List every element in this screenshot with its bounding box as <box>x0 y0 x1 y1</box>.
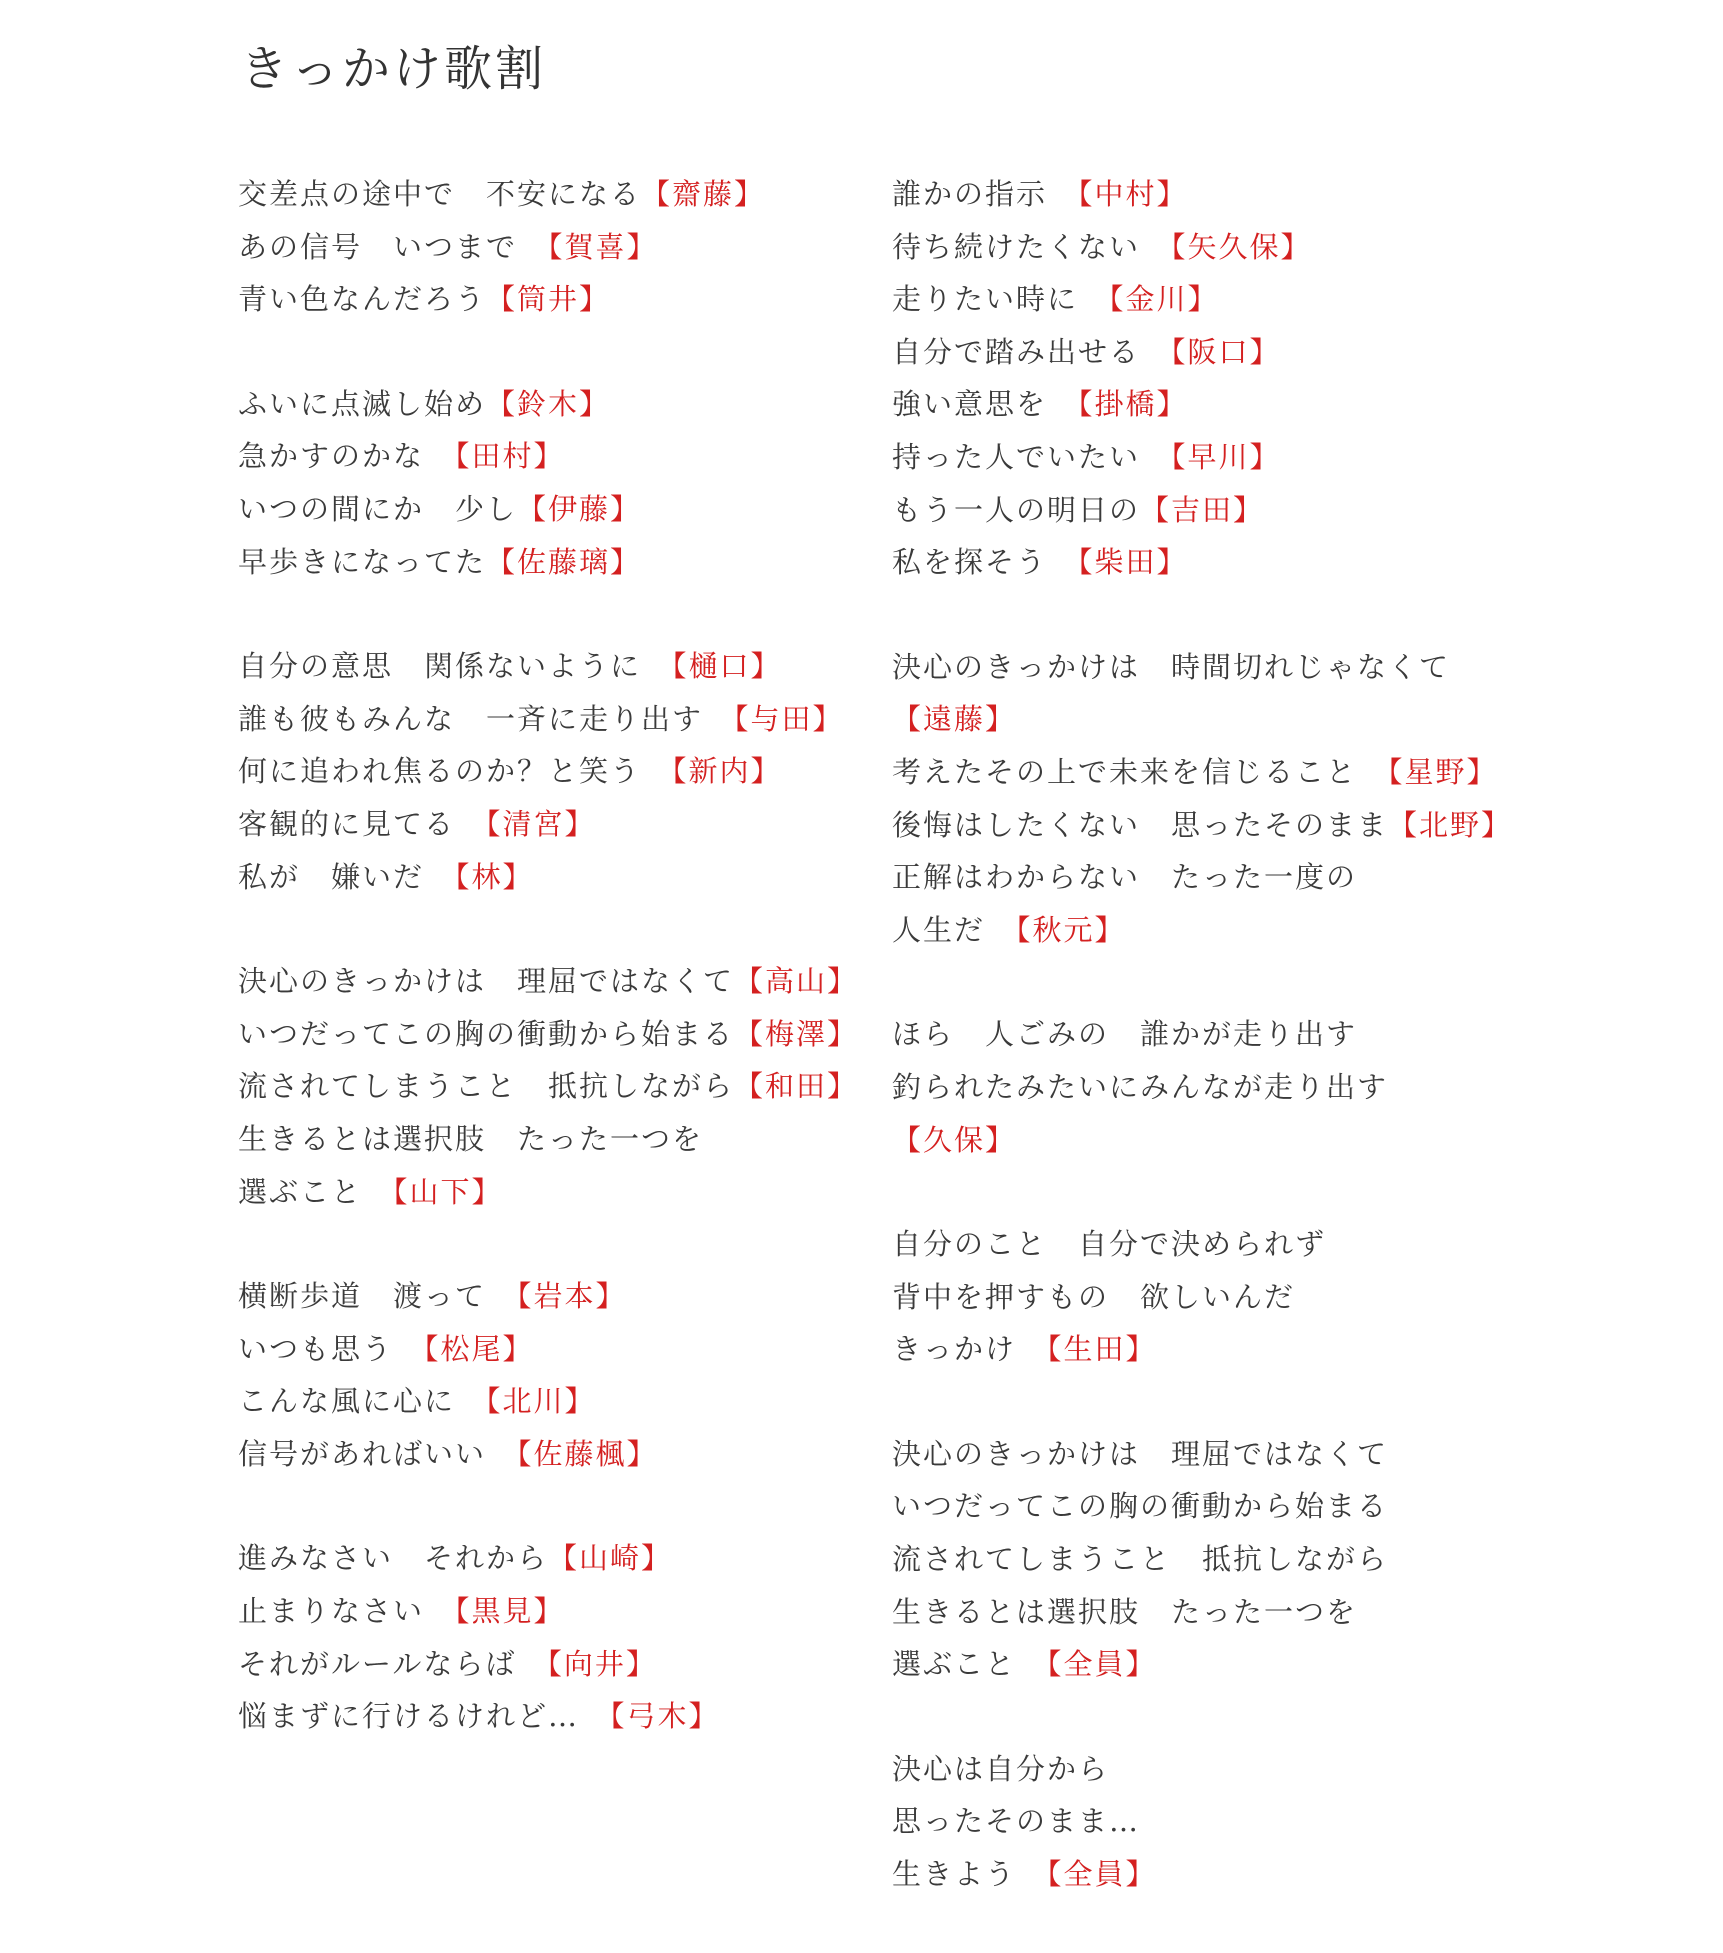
lyric-text: 生きよう <box>892 1857 1048 1892</box>
lyrics-stanza <box>892 168 1532 589</box>
lyric-text: いつだってこの胸の衝動から始まる <box>238 1016 735 1051</box>
lyric-line <box>892 851 1532 904</box>
lyric-text: 早歩きになってた <box>238 544 487 579</box>
lyric-text: 自分のこと 自分で決められず <box>892 1227 1327 1262</box>
lyric-line <box>238 168 878 221</box>
lyric-line <box>238 1638 878 1691</box>
lyric-text: 信号があればいい <box>238 1436 518 1471</box>
lyrics-stanza <box>238 378 878 588</box>
singer-tag: 【遠藤】 <box>892 702 1017 737</box>
lyric-line <box>238 1323 878 1376</box>
lyric-text: 横断歩道 渡って <box>238 1279 518 1314</box>
lyric-line <box>238 1532 878 1585</box>
lyric-text: 正解はわからない たった一度の <box>892 860 1358 895</box>
lyric-line <box>892 641 1532 694</box>
lyric-text: 待ち続けたくない <box>892 229 1172 264</box>
singer-tag: 【秋元】 <box>1016 912 1126 947</box>
lyric-text: 進みなさい それから <box>238 1541 549 1576</box>
lyric-text: 決心のきっかけは 時間切れじゃなくて <box>892 649 1451 684</box>
singer-tag: 【黒見】 <box>455 1594 565 1629</box>
singer-tag: 【北川】 <box>486 1384 596 1419</box>
lyric-text: いつも思う <box>238 1331 425 1366</box>
singer-tag: 【佐藤璃】 <box>486 544 642 579</box>
lyric-text: 私が 嫌いだ <box>238 859 456 894</box>
singer-tag: 【林】 <box>455 859 534 894</box>
lyric-line <box>238 221 878 274</box>
lyric-text: いつの間にか 少し <box>238 491 518 526</box>
lyric-text: 急かすのかな <box>238 439 456 474</box>
singer-tag: 【星野】 <box>1388 754 1498 789</box>
lyric-text: こんな風に心に <box>238 1384 487 1419</box>
lyric-line <box>892 1743 1532 1796</box>
lyric-text: 自分で踏み出せる <box>892 334 1172 369</box>
lyric-text: それがルールならば <box>238 1646 548 1681</box>
lyric-line <box>892 799 1532 852</box>
singer-tag: 【和田】 <box>734 1069 859 1104</box>
lyric-text: 流されてしまうこと 抵抗しながら <box>892 1542 1389 1577</box>
lyric-line <box>238 430 878 483</box>
lyric-line <box>892 693 1532 746</box>
singer-tag: 【齋藤】 <box>641 177 766 211</box>
right-lyrics-column <box>892 168 1532 1953</box>
singer-tag: 【弓木】 <box>610 1699 720 1734</box>
lyric-text: もう一人の明日の <box>892 492 1141 527</box>
singer-tag: 【柴田】 <box>1078 545 1188 580</box>
lyric-line <box>238 378 878 431</box>
singer-tag: 【鈴木】 <box>486 386 611 421</box>
lyric-text: 人生だ <box>892 912 1017 947</box>
singer-tag: 【山下】 <box>393 1174 503 1209</box>
lyric-text: あの信号 いつまで <box>238 229 549 264</box>
lyric-text: 流されてしまうこと 抵抗しながら <box>238 1069 735 1104</box>
singer-tag: 【樋口】 <box>672 649 782 684</box>
lyric-line <box>892 1638 1532 1691</box>
lyric-line <box>238 640 878 693</box>
lyric-text: 後悔はしたくない 思ったそのまま <box>892 807 1389 842</box>
lyric-text: 誰かの指示 <box>892 177 1079 211</box>
lyric-text: 決心のきっかけは 理屈ではなくて <box>892 1436 1389 1471</box>
lyrics-stanza <box>892 641 1532 957</box>
lyric-line <box>892 1114 1532 1167</box>
singer-tag: 【山崎】 <box>548 1541 673 1576</box>
lyric-text: 交差点の途中で 不安になる <box>238 177 642 211</box>
singer-tag: 【全員】 <box>1047 1647 1157 1682</box>
singer-tag: 【阪口】 <box>1171 334 1281 369</box>
lyric-line <box>238 1690 878 1743</box>
lyric-text: 止まりなさい <box>238 1594 456 1629</box>
lyric-line <box>892 1848 1532 1901</box>
lyric-text: 客観的に見てる <box>238 806 487 841</box>
singer-tag: 【伊藤】 <box>517 491 642 526</box>
singer-tag: 【生田】 <box>1047 1332 1157 1367</box>
lyric-text: ふいに点滅し始め <box>238 386 487 421</box>
lyric-text: 釣られたみたいにみんなが走り出す <box>892 1069 1389 1104</box>
singer-tag: 【与田】 <box>734 701 844 736</box>
lyric-line <box>892 273 1532 326</box>
singer-tag: 【向井】 <box>547 1646 657 1681</box>
singer-tag: 【新内】 <box>672 754 782 789</box>
lyric-line <box>238 745 878 798</box>
lyric-line <box>238 483 878 536</box>
lyric-text: 走りたい時に <box>892 282 1110 317</box>
lyric-text: 選ぶこと <box>892 1647 1048 1682</box>
lyric-text: 何に追われ焦るのか？と笑う <box>238 754 673 789</box>
singer-tag: 【筒井】 <box>486 282 611 317</box>
lyric-text: 青い色なんだろう <box>238 282 487 317</box>
lyric-line <box>238 1060 878 1113</box>
lyrics-stanza <box>238 640 878 903</box>
lyrics-stanza <box>238 1532 878 1742</box>
lyric-line <box>892 221 1532 274</box>
singer-tag: 【早川】 <box>1171 439 1281 474</box>
lyric-line <box>892 168 1532 221</box>
lyric-line <box>892 1480 1532 1533</box>
lyric-text: 決心は自分から <box>892 1751 1110 1786</box>
lyric-line <box>238 1585 878 1638</box>
lyric-line <box>892 1008 1532 1061</box>
lyric-line <box>892 746 1532 799</box>
lyric-text: 強い意思を <box>892 387 1079 422</box>
lyrics-stanza <box>892 1428 1532 1691</box>
lyric-text: 選ぶこと <box>238 1174 394 1209</box>
lyric-line <box>892 326 1532 379</box>
singer-tag: 【全員】 <box>1047 1857 1157 1892</box>
lyric-line <box>892 378 1532 431</box>
lyric-text: 自分の意思 関係ないように <box>238 649 673 684</box>
lyric-line <box>238 851 878 904</box>
left-lyrics-column <box>238 168 878 1795</box>
lyrics-stanza <box>892 1743 1532 1901</box>
lyric-text: 生きるとは選択肢 たった一つを <box>238 1121 704 1156</box>
lyric-line <box>892 484 1532 537</box>
lyrics-stanza <box>238 1270 878 1480</box>
lyric-line <box>892 1218 1532 1271</box>
lyric-line <box>238 1113 878 1166</box>
lyric-text: いつだってこの胸の衝動から始まる <box>892 1489 1389 1524</box>
lyric-text: 生きるとは選択肢 たった一つを <box>892 1594 1358 1629</box>
lyrics-stanza <box>892 1218 1532 1376</box>
singer-tag: 【北野】 <box>1388 807 1513 842</box>
lyric-text: 誰も彼もみんな 一斉に走り出す <box>238 701 735 736</box>
singer-tag: 【梅澤】 <box>734 1016 859 1051</box>
lyric-line <box>892 536 1532 589</box>
lyric-line <box>892 431 1532 484</box>
singer-tag: 【金川】 <box>1109 282 1219 317</box>
lyric-line <box>892 1795 1532 1848</box>
singer-tag: 【矢久保】 <box>1171 229 1312 264</box>
lyric-line <box>238 1428 878 1481</box>
lyric-line <box>238 1270 878 1323</box>
lyric-line <box>238 536 878 589</box>
lyric-line <box>238 693 878 746</box>
lyric-text: 持った人でいたい <box>892 439 1172 474</box>
lyric-text: 背中を押すもの 欲しいんだ <box>892 1279 1296 1314</box>
lyric-line <box>892 1271 1532 1324</box>
lyric-line <box>892 904 1532 957</box>
lyric-line <box>892 1428 1532 1481</box>
singer-tag: 【佐藤楓】 <box>517 1436 658 1471</box>
singer-tag: 【久保】 <box>892 1122 1017 1157</box>
lyric-line <box>892 1586 1532 1639</box>
page-title: きっかけ歌割 <box>240 41 547 97</box>
lyric-line <box>238 1008 878 1061</box>
lyric-line <box>238 798 878 851</box>
lyric-text: 私を探そう <box>892 545 1079 580</box>
singer-tag: 【岩本】 <box>517 1279 627 1314</box>
lyric-text: 決心のきっかけは 理屈ではなくて <box>238 964 735 999</box>
lyric-line <box>892 1533 1532 1586</box>
singer-tag: 【中村】 <box>1078 177 1188 211</box>
singer-tag: 【高山】 <box>734 964 859 999</box>
lyric-line <box>238 273 878 326</box>
lyric-line <box>892 1323 1532 1376</box>
lyric-text: きっかけ <box>892 1332 1048 1367</box>
lyric-text: 考えたその上で未来を信じること <box>892 754 1389 789</box>
singer-tag: 【賀喜】 <box>548 229 658 264</box>
singer-tag: 【松尾】 <box>424 1331 534 1366</box>
lyric-line <box>238 1166 878 1219</box>
lyric-text: 思ったそのまま… <box>892 1804 1141 1839</box>
lyric-text: 悩まずに行けるけれど… <box>238 1699 611 1734</box>
singer-tag: 【掛橋】 <box>1078 387 1188 422</box>
lyric-text: ほら 人ごみの 誰かが走り出す <box>892 1017 1358 1052</box>
singer-tag: 【清宮】 <box>486 806 596 841</box>
lyric-line <box>238 1375 878 1428</box>
lyrics-stanza <box>238 955 878 1218</box>
singer-tag: 【田村】 <box>455 439 565 474</box>
lyrics-stanza <box>238 168 878 326</box>
lyrics-stanza <box>892 1008 1532 1166</box>
lyric-line <box>238 955 878 1008</box>
singer-tag: 【吉田】 <box>1140 492 1265 527</box>
lyric-line <box>892 1061 1532 1114</box>
